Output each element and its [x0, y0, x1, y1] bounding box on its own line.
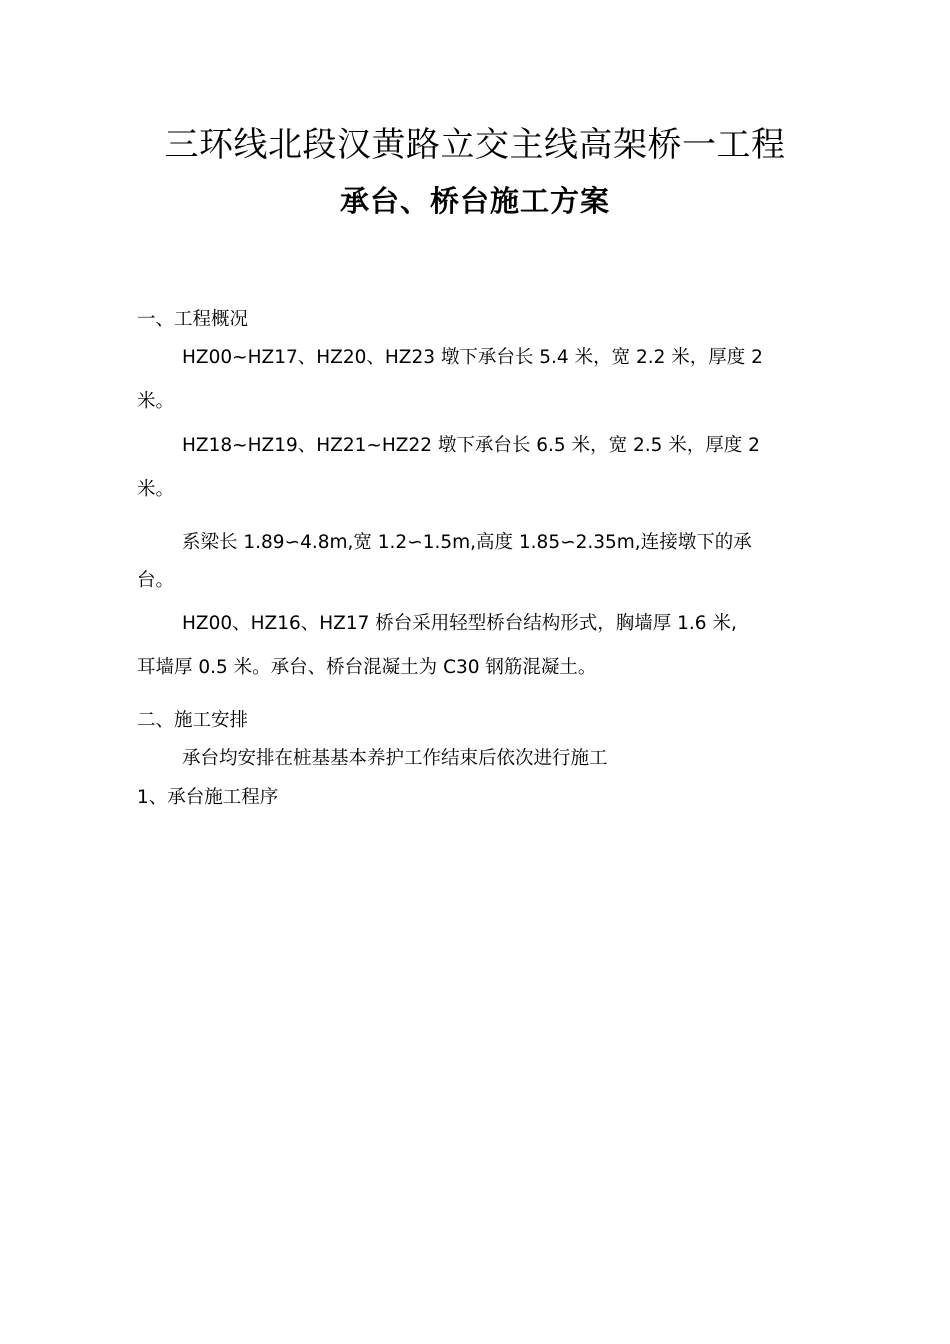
paragraph-3-line-1: 系梁长 1.89∽4.8m,宽 1.2∽1.5m,高度 1.85∽2.35m,连接墩下的承 [182, 532, 752, 553]
document-title-line1: 三环线北段汉黄路立交主线高架桥一工程 [164, 125, 786, 165]
paragraph-4-line-1: HZ00、HZ16、HZ17 桥台采用轻型桥台结构形式，胸墙厚 1.6 米, [182, 613, 737, 634]
paragraph-1-line-2: 米。 [137, 391, 175, 412]
subsection-heading-procedure: 1、承台施工程序 [137, 787, 279, 808]
paragraph-2-line-2: 米。 [137, 479, 175, 500]
paragraph-1-line-1: HZ00~HZ17、HZ20、HZ23 墩下承台长 5.4 米，宽 2.2 米，厚度 2 [182, 347, 763, 368]
section-heading-overview: 一、工程概况 [137, 309, 249, 330]
section-heading-schedule: 二、施工安排 [137, 710, 249, 731]
paragraph-2-line-1: HZ18~HZ19、HZ21~HZ22 墩下承台长 6.5 米，宽 2.5 米，厚度 2 [182, 435, 760, 456]
document-title-line2: 承台、桥台施工方案 [339, 184, 610, 218]
paragraph-4-line-2: 耳墙厚 0.5 米。承台、桥台混凝土为 C30 钢筋混凝土。 [137, 657, 597, 678]
paragraph-3-line-2: 台。 [137, 570, 175, 591]
paragraph-5-line-1: 承台均安排在桩基基本养护工作结束后依次进行施工 [182, 748, 608, 769]
